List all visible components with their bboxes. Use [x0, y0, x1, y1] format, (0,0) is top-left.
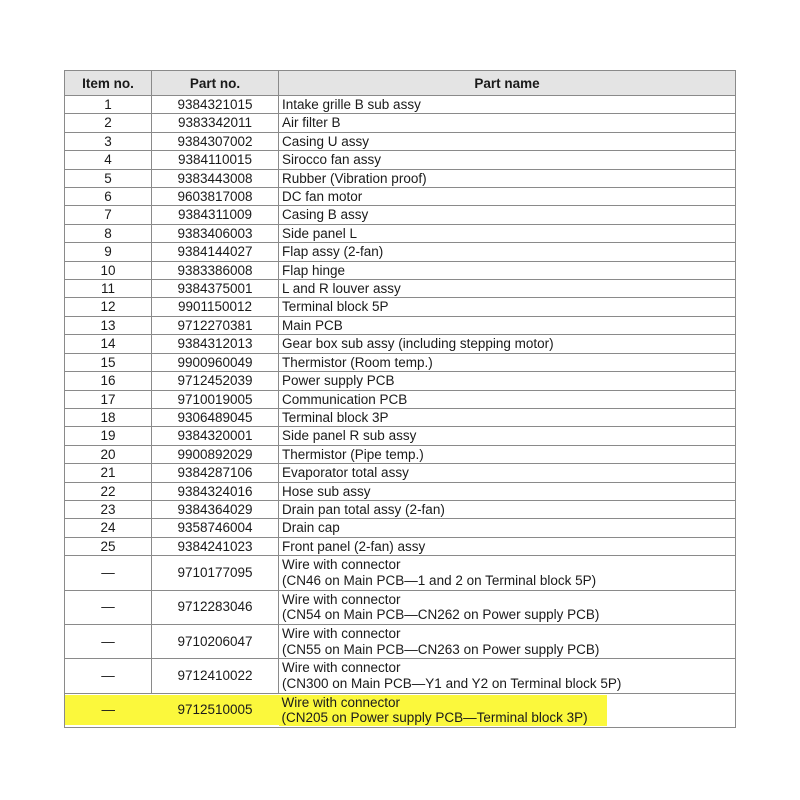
part-name: L and R louver assy	[279, 280, 736, 298]
part-name: Side panel R sub assy	[279, 427, 736, 445]
part-name: Flap hinge	[279, 261, 736, 279]
item-no: 12	[65, 298, 152, 316]
wire-row	[65, 590, 736, 624]
header-row	[65, 71, 736, 96]
part-no: 9900892029	[152, 445, 279, 463]
highlight-part-name	[279, 695, 607, 726]
table-row	[65, 335, 736, 353]
table-row	[65, 316, 736, 334]
item-no: 9	[65, 243, 152, 261]
part-name-line: Wire with connector	[282, 660, 401, 676]
part-name: Flap assy (2-fan)	[279, 243, 736, 261]
part-no: 9383342011	[152, 114, 279, 132]
wire-row	[65, 624, 736, 658]
part-no: 9900960049	[152, 353, 279, 371]
item-no: 10	[65, 261, 152, 279]
table-row	[65, 96, 736, 114]
part-no: 9710019005	[152, 390, 279, 408]
item-no: 14	[65, 335, 152, 353]
part-name-detail: (CN46 on Main PCB—1 and 2 on Terminal block 5P)	[282, 572, 597, 588]
header-item-no: Item no.	[65, 71, 152, 96]
part-no: 9901150012	[152, 298, 279, 316]
part-name: Sirocco fan assy	[279, 151, 736, 169]
table-row	[65, 280, 736, 298]
parts-table	[64, 70, 736, 728]
item-no: 8	[65, 224, 152, 242]
part-no: 9384241023	[152, 537, 279, 555]
part-no: 9383443008	[152, 169, 279, 187]
item-no: 16	[65, 372, 152, 390]
table-row	[65, 482, 736, 500]
table-row	[65, 464, 736, 482]
wire-row	[65, 659, 736, 693]
item-no	[65, 693, 152, 727]
part-name-line: Wire with connector	[282, 626, 401, 642]
table-row	[65, 114, 736, 132]
item-no: 19	[65, 427, 152, 445]
item-no: —	[65, 659, 152, 693]
table-row	[65, 243, 736, 261]
table-row	[65, 353, 736, 371]
part-no	[152, 693, 279, 727]
part-name-detail: (CN54 on Main PCB—CN262 on Power supply PCB)	[282, 607, 600, 623]
item-no: 25	[65, 537, 152, 555]
part-name: Intake grille B sub assy	[279, 96, 736, 114]
table-row	[65, 408, 736, 426]
part-no: 9306489045	[152, 408, 279, 426]
part-name	[279, 624, 736, 658]
part-name: DC fan motor	[279, 188, 736, 206]
part-name: Rubber (Vibration proof)	[279, 169, 736, 187]
table-row	[65, 427, 736, 445]
item-no: 6	[65, 188, 152, 206]
part-no: 9712270381	[152, 316, 279, 334]
part-name: Front panel (2-fan) assy	[279, 537, 736, 555]
part-name: Drain cap	[279, 519, 736, 537]
item-no: 15	[65, 353, 152, 371]
part-name: Thermistor (Room temp.)	[279, 353, 736, 371]
item-no: 17	[65, 390, 152, 408]
part-name: Main PCB	[279, 316, 736, 334]
table-row	[65, 372, 736, 390]
part-no: 9712283046	[152, 590, 279, 624]
table-row	[65, 206, 736, 224]
part-name: Air filter B	[279, 114, 736, 132]
part-name: Evaporator total assy	[279, 464, 736, 482]
part-name	[279, 659, 736, 693]
item-no: —	[65, 556, 152, 590]
part-name: Terminal block 5P	[279, 298, 736, 316]
part-name-line: Wire with connector	[281, 694, 401, 710]
highlight-part-no: 9712510005	[152, 695, 279, 725]
part-no: 9384287106	[152, 464, 279, 482]
wire-row	[65, 556, 736, 590]
item-no: 4	[65, 151, 152, 169]
part-name: Communication PCB	[279, 390, 736, 408]
item-no: 18	[65, 408, 152, 426]
item-no: —	[65, 624, 152, 658]
table-row	[65, 169, 736, 187]
part-no: 9603817008	[152, 188, 279, 206]
part-name: Power supply PCB	[279, 372, 736, 390]
part-no: 9384324016	[152, 482, 279, 500]
part-name: Casing U assy	[279, 132, 736, 150]
table-row	[65, 390, 736, 408]
part-name: Side panel L	[279, 224, 736, 242]
part-name	[279, 590, 736, 624]
part-name	[279, 556, 736, 590]
table-row	[65, 519, 736, 537]
item-no: 24	[65, 519, 152, 537]
part-no: 9384320001	[152, 427, 279, 445]
part-no: 9712410022	[152, 659, 279, 693]
part-name: Drain pan total assy (2-fan)	[279, 500, 736, 518]
item-no: 3	[65, 132, 152, 150]
table-row	[65, 298, 736, 316]
part-no: 9384364029	[152, 500, 279, 518]
item-no: 7	[65, 206, 152, 224]
part-no: 9383386008	[152, 261, 279, 279]
item-no: 23	[65, 500, 152, 518]
part-no: 9384312013	[152, 335, 279, 353]
part-no: 9712452039	[152, 372, 279, 390]
header-part-no: Part no.	[152, 71, 279, 96]
table-row	[65, 445, 736, 463]
table-row	[65, 188, 736, 206]
part-name-line: Wire with connector	[282, 557, 401, 573]
item-no: —	[65, 590, 152, 624]
item-no: 1	[65, 96, 152, 114]
part-no: 9710206047	[152, 624, 279, 658]
item-no: 21	[65, 464, 152, 482]
highlight-item-no: —	[65, 695, 152, 725]
part-name-detail: (CN205 on Power supply PCB—Terminal block 3P)	[281, 710, 588, 726]
part-name-line: Wire with connector	[282, 591, 401, 607]
table-row	[65, 537, 736, 555]
item-no: 11	[65, 280, 152, 298]
part-name	[279, 693, 736, 727]
part-no: 9383406003	[152, 224, 279, 242]
part-no: 9384110015	[152, 151, 279, 169]
part-no: 9384144027	[152, 243, 279, 261]
part-name: Terminal block 3P	[279, 408, 736, 426]
part-name: Gear box sub assy (including stepping motor)	[279, 335, 736, 353]
part-name: Hose sub assy	[279, 482, 736, 500]
highlighted-wire-row	[65, 693, 736, 727]
item-no: 13	[65, 316, 152, 334]
part-no: 9384375001	[152, 280, 279, 298]
part-name: Thermistor (Pipe temp.)	[279, 445, 736, 463]
part-name-detail: (CN55 on Main PCB—CN263 on Power supply PCB)	[282, 641, 600, 657]
item-no: 5	[65, 169, 152, 187]
part-no: 9384321015	[152, 96, 279, 114]
part-no: 9384311009	[152, 206, 279, 224]
part-name-detail: (CN300 on Main PCB—Y1 and Y2 on Terminal block 5P)	[282, 676, 622, 692]
table-row	[65, 500, 736, 518]
part-name: Casing B assy	[279, 206, 736, 224]
table-row	[65, 224, 736, 242]
item-no: 2	[65, 114, 152, 132]
part-no: 9384307002	[152, 132, 279, 150]
table-row	[65, 261, 736, 279]
item-no: 22	[65, 482, 152, 500]
table-row	[65, 132, 736, 150]
table-row	[65, 151, 736, 169]
part-no: 9710177095	[152, 556, 279, 590]
header-part-name: Part name	[279, 71, 736, 96]
item-no: 20	[65, 445, 152, 463]
part-no: 9358746004	[152, 519, 279, 537]
